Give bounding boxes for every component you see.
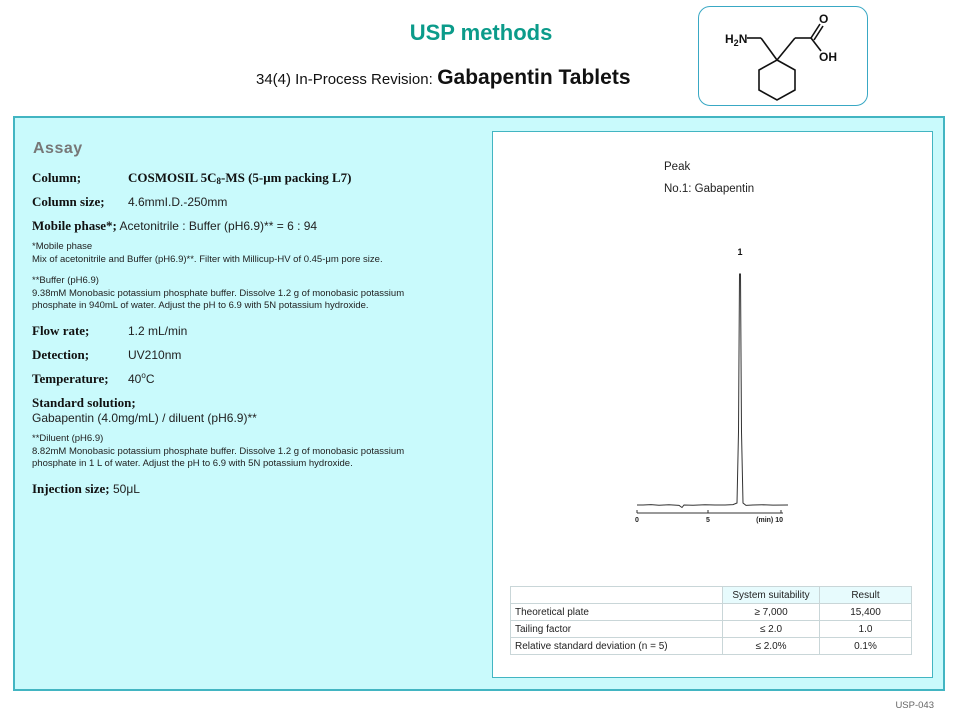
bond-carbonyl-a — [811, 24, 820, 38]
peak-heading: Peak — [664, 161, 691, 173]
column-size-value: 4.6mmI.D.-250mm — [128, 195, 228, 209]
standard-solution-label: Standard solution; — [32, 395, 136, 410]
mobile-phase-label: Mobile phase*; — [32, 218, 117, 233]
injection-size-row — [32, 481, 140, 497]
carbonyl-oxygen-label: O — [819, 12, 829, 26]
column-value: COSMOSIL $5C_8-MS$ (5-μm packing L7) — [128, 170, 352, 186]
table-cell-criterion: ≤ 2.0% — [723, 638, 820, 655]
detection-label: Detection; — [32, 347, 90, 362]
table-cell-parameter: Theoretical plate — [511, 604, 723, 621]
peak-number-label: 1 — [737, 247, 743, 257]
cyclohexane-ring — [759, 60, 795, 100]
mobile-phase-row — [32, 218, 317, 234]
column-size-row — [32, 194, 227, 210]
standard-solution-value: Gabapentin (4.0mg/mL) / diluent (pH6.9)** — [32, 411, 257, 425]
mobile-phase-note: *Mobile phase Mix of acetonitrile and Buffer (pH6.9)**. Filter with Millicup-HV of 0.45-μm pore size. — [32, 241, 383, 265]
table-row — [511, 621, 912, 638]
table-header-suitability: System suitability — [723, 587, 820, 604]
page-title: USP methods — [409, 20, 553, 45]
tick-label-0: 0 — [635, 517, 639, 524]
table-header-row — [511, 587, 912, 604]
chromatogram-panel — [492, 131, 933, 678]
table-row — [511, 604, 912, 621]
table-cell-parameter: Tailing factor — [511, 621, 723, 638]
table-row — [511, 638, 912, 655]
table-cell-result: 15,400 — [820, 604, 912, 621]
system-suitability-table — [510, 586, 912, 655]
bond-carbonyl-b — [814, 26, 823, 40]
peak-list: No.1: Gabapentin — [664, 183, 755, 195]
gabapentin-structure-diagram — [699, 7, 867, 105]
table-cell-result: 0.1% — [820, 638, 912, 655]
product-name: Gabapentin Tablets — [437, 66, 631, 89]
assay-heading: Assay — [33, 140, 83, 157]
detection-value: UV210nm — [128, 348, 182, 362]
column-label: Column; — [32, 170, 82, 185]
injection-size-label: Injection size; — [32, 481, 110, 496]
bond-quaternary-ch2 — [777, 38, 795, 60]
subtitle — [256, 66, 631, 90]
table-cell-criterion: ≤ 2.0 — [723, 621, 820, 638]
flow-rate-value: 1.2 mL/min — [128, 324, 188, 338]
table-header-result: Result — [820, 587, 912, 604]
tick-label-5: 5 — [706, 517, 710, 524]
detection-row — [32, 347, 181, 363]
table-header-blank — [511, 587, 723, 604]
table-cell-parameter: Relative standard deviation (n = 5) — [511, 638, 723, 655]
mobile-phase-value: Acetonitrile : Buffer (pH6.9)** = 6 : 94 — [119, 219, 318, 233]
structure-box — [698, 6, 868, 106]
slide-code: USP-043 — [895, 700, 934, 711]
amine-label: $H_2N$ — [725, 32, 748, 48]
temperature-row — [32, 371, 154, 387]
flow-rate-row — [32, 323, 187, 339]
revision-label: 34(4) In-Process Revision: — [256, 71, 433, 88]
buffer-note: **Buffer (pH6.9) 9.38mM Monobasic potassium phosphate buffer. Dissolve 1.2 g of monobasic potassium phosphate in 940mL of water. Adjust the pH to 6.9 with 5N potassium hydroxide. — [32, 275, 405, 311]
flow-rate-label: Flow rate; — [32, 323, 90, 338]
table-cell-result: 1.0 — [820, 621, 912, 638]
table-cell-criterion: ≥ 7,000 — [723, 604, 820, 621]
injection-size-value: 50μL — [112, 482, 140, 496]
diluent-note: **Diluent (pH6.9) 8.82mM Monobasic potassium phosphate buffer. Dissolve 1.2 g of monobasic potassium phosphate in 1 L of water. Adjust the pH to 6.9 with 5N potassium hydroxide. — [32, 433, 405, 469]
temperature-value: 40$^o$C — [128, 371, 155, 386]
hydroxyl-label: OH — [819, 50, 837, 64]
chromatogram-trace — [637, 274, 788, 508]
bond-ch2-quaternary — [761, 38, 777, 60]
column-row — [32, 170, 352, 186]
chromatogram — [493, 132, 932, 582]
column-size-label: Column size; — [32, 194, 105, 209]
tick-label-10: (min) 10 — [756, 517, 783, 524]
temperature-label: Temperature; — [32, 371, 109, 386]
